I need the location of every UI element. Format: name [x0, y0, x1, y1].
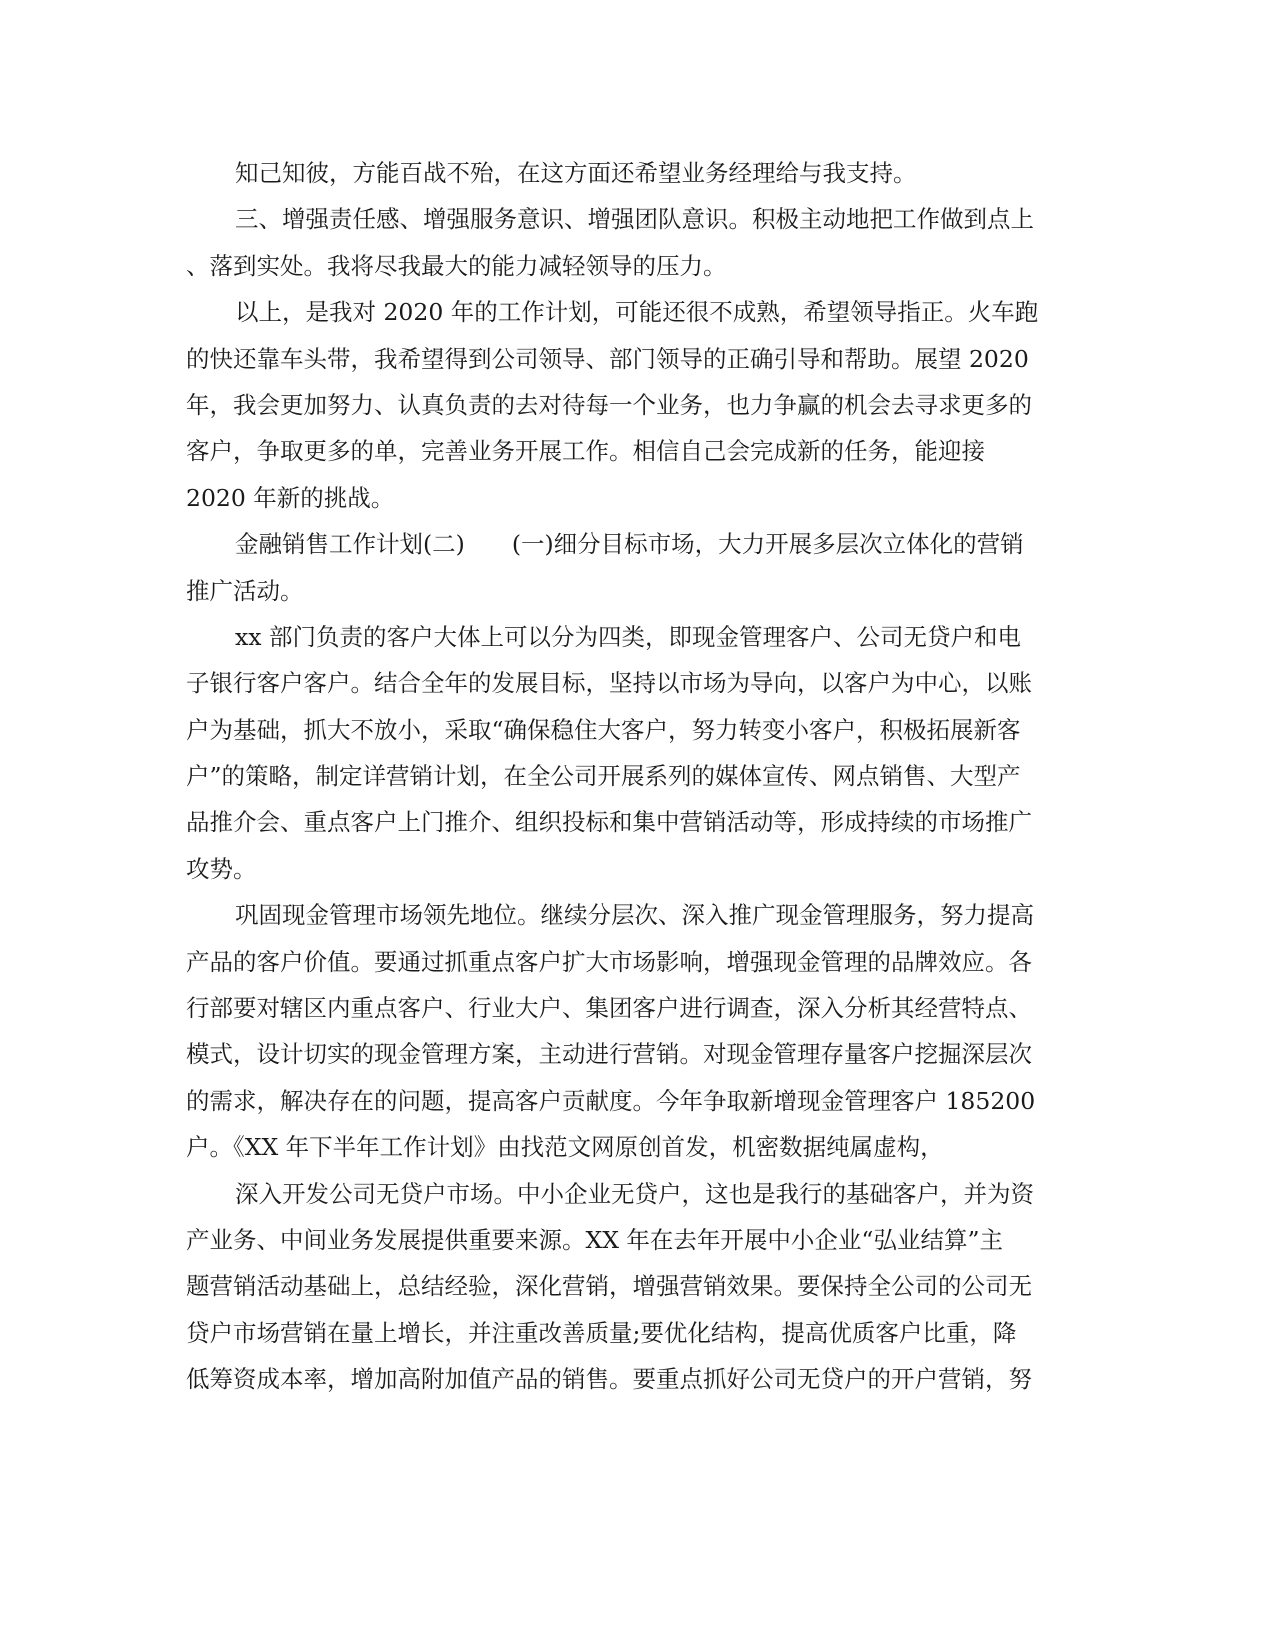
text-line: 户为基础，抓大不放小，采取“确保稳住大客户，努力转变小客户，积极拓展新客: [186, 715, 1021, 744]
document-body: [186, 150, 1086, 1403]
text-line: 户”的策略，制定详营销计划，在全公司开展系列的媒体宣传、网点销售、大型产: [186, 762, 1021, 791]
text-line: xx 部门负责的客户大体上可以分为四类，即现金管理客户、公司无贷户和电: [235, 622, 1021, 651]
text-line: 、落到实处。我将尽我最大的能力减轻领导的压力。: [186, 251, 727, 280]
text-line: 子银行客户客户。结合全年的发展目标，坚持以市场为导向，以客户为中心，以账: [186, 669, 1032, 698]
text-line: 题营销活动基础上，总结经验，深化营销，增强营销效果。要保持全公司的公司无: [186, 1272, 1032, 1301]
text-line: 的需求，解决存在的问题，提高客户贡献度。今年争取新增现金管理客户 185200: [186, 1086, 1036, 1115]
text-line: 产业务、中间业务发展提供重要来源。XX 年在去年开展中小企业“弘业结算”主: [186, 1225, 1003, 1254]
text-line: 模式，设计切实的现金管理方案，主动进行营销。对现金管理存量客户挖掘深层次: [186, 1040, 1032, 1069]
text-line: 2020 年新的挑战。: [186, 483, 395, 512]
text-line: 知己知彼，方能百战不殆，在这方面还希望业务经理给与我支持。: [235, 159, 917, 187]
text-line: 低筹资成本率，增加高附加值产品的销售。要重点抓好公司无贷户的开户营销，努: [186, 1365, 1032, 1394]
text-line: 贷户市场营销在量上增长，并注重改善质量;要优化结构，提高优质客户比重，降: [186, 1318, 1017, 1347]
text-line: 客户，争取更多的单，完善业务开展工作。相信自己会完成新的任务，能迎接: [186, 437, 985, 466]
text-line: 产品的客户价值。要通过抓重点客户扩大市场影响，增强现金管理的品牌效应。各: [186, 947, 1032, 976]
text-line: 户。《XX 年下半年工作计划》由找范文网原创首发，机密数据纯属虚构，: [186, 1133, 944, 1162]
text-line: 攻势。: [186, 854, 257, 883]
text-line: 行部要对辖区内重点客户、行业大户、集团客户进行调查，深入分析其经营特点、: [186, 994, 1032, 1023]
text-line: 的快还靠车头带，我希望得到公司领导、部门领导的正确引导和帮助。展望 2020: [186, 344, 1029, 373]
text-line: 推广活动。: [186, 576, 304, 605]
text-line: 三、增强责任感、增强服务意识、增强团队意识。积极主动地把工作做到点上: [235, 205, 1034, 234]
text-line: 以上，是我对 2020 年的工作计划，可能还很不成熟，希望领导指正。火车跑: [235, 298, 1039, 327]
text-line: 品推介会、重点客户上门推介、组织投标和集中营销活动等，形成持续的市场推广: [186, 808, 1032, 837]
text-line: 金融销售工作计划(二) (一)细分目标市场，大力开展多层次立体化的营销: [235, 530, 1024, 559]
text-line: 巩固现金管理市场领先地位。继续分层次、深入推广现金管理服务，努力提高: [235, 901, 1034, 930]
text-line: 深入开发公司无贷户市场。中小企业无贷户，这也是我行的基础客户，并为资: [235, 1179, 1034, 1208]
text-line: 年，我会更加努力、认真负责的去对待每一个业务，也力争赢的机会去寻求更多的: [186, 390, 1032, 419]
